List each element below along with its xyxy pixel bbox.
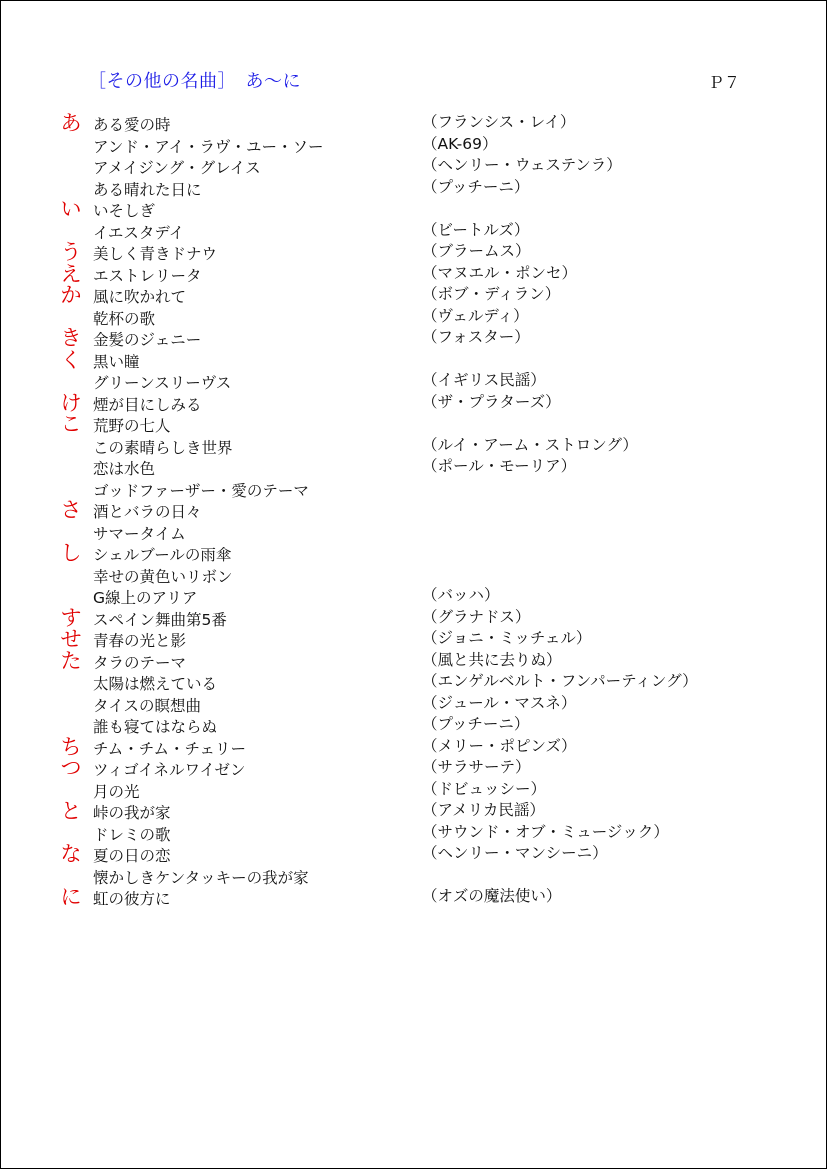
song-title: ゴッドファーザー・愛のテーマ [93, 481, 309, 500]
list-item [0, 179, 827, 201]
song-composer: （ボブ・ディラン） [422, 285, 561, 303]
song-title: ツィゴイネルワイゼン [93, 761, 246, 779]
page-number: Ｐ７ [708, 73, 741, 92]
list-item [0, 756, 827, 781]
kana-index-marker: す [60, 605, 82, 630]
list-item [0, 673, 827, 695]
list-item [0, 308, 827, 330]
song-title: 峠の我が家 [93, 804, 171, 822]
song-title: 太陽は燃えている [93, 675, 218, 693]
song-title: アメイジング・グレイス [93, 159, 261, 177]
song-title: スペイン舞曲第5番 [93, 610, 227, 629]
song-title: 黒い瞳 [93, 352, 140, 371]
song-composer: （ビートルズ） [422, 220, 530, 239]
song-title: アンド・アイ・ラヴ・ユー・ソー [93, 137, 324, 156]
song-title: エストレリータ [93, 266, 202, 285]
list-item [0, 587, 827, 609]
list-item [0, 261, 827, 287]
song-composer: （風と共に去りぬ） [422, 650, 562, 669]
list-item [0, 326, 827, 351]
list-item [0, 480, 827, 502]
kana-index-marker: た [60, 648, 82, 673]
song-title: ある晴れた日に [93, 180, 202, 199]
list-item [0, 867, 827, 889]
list-item [0, 799, 827, 824]
song-composer: （ジョニ・ミッチェル） [422, 629, 592, 647]
list-item [0, 136, 827, 158]
song-composer: （イギリス民謡） [422, 371, 546, 389]
song-composer: （メリー・ポピンズ） [422, 736, 577, 755]
song-composer: （ルイ・アーム・ストロング） [422, 435, 638, 454]
song-title: 誰も寝てはならぬ [93, 718, 218, 736]
list-item [0, 523, 827, 545]
song-composer: （バッハ） [422, 586, 500, 604]
song-title: 美しく青きドナウ [93, 245, 218, 263]
kana-index-marker: に [60, 885, 82, 909]
list-item [0, 458, 827, 480]
song-composer: （ザ・プラターズ） [422, 392, 561, 411]
list-item [0, 283, 827, 308]
kana-index-marker: な [60, 842, 82, 866]
song-composer: （フランシス・レイ） [422, 113, 576, 131]
song-composer: （ヘンリー・マンシーニ） [422, 844, 608, 862]
song-title: シェルブールの雨傘 [93, 546, 232, 564]
song-title: 幸せの黄色いリボン [93, 567, 233, 586]
list-item [0, 541, 827, 566]
song-composer: （ドビュッシー） [422, 779, 547, 798]
list-item [0, 157, 827, 179]
song-composer: （AK-69） [422, 134, 498, 153]
song-title: 金髪のジェニー [93, 331, 202, 349]
list-item [0, 605, 827, 631]
list-item [0, 240, 827, 265]
list-item [0, 734, 827, 760]
song-composer: （サウンド・オブ・ミュージック） [422, 822, 669, 841]
kana-index-marker: ち [60, 734, 82, 759]
song-title: サマータイム [93, 524, 186, 543]
list-item [0, 885, 827, 910]
song-composer: （ヴェルディ） [422, 306, 529, 325]
song-composer: （オズの魔法使い） [422, 887, 562, 905]
song-composer: （エンゲルベルト・フンパーティング） [422, 672, 698, 690]
song-title: 酒とバラの日々 [93, 503, 202, 521]
list-item [0, 222, 827, 244]
song-composer: （プッチーニ） [422, 177, 530, 196]
song-composer: （ポール・モーリア） [422, 457, 577, 475]
song-title: 乾杯の歌 [93, 309, 156, 328]
song-title: G線上のアリア [93, 589, 198, 607]
song-composer: （マヌエル・ポンセ） [422, 263, 578, 282]
list-item [0, 566, 827, 588]
song-title: いそしぎ [93, 202, 156, 220]
list-item [0, 648, 827, 674]
list-item [0, 824, 827, 846]
kana-index-marker: し [60, 541, 82, 565]
song-title: 懐かしきケンタッキーの我が家 [93, 868, 309, 887]
page-title: ［その他の名曲］ あ～に [88, 71, 301, 92]
song-title: チム・チム・チェリー [93, 739, 246, 758]
song-title: タイスの瞑想曲 [93, 696, 202, 715]
list-item [0, 437, 827, 459]
song-title: グリーンスリーヴス [93, 374, 232, 392]
list-item [0, 390, 827, 416]
song-composer: （ブラームス） [422, 242, 531, 260]
song-composer: （ジュール・マスネ） [422, 693, 577, 712]
list-item [0, 781, 827, 803]
kana-index-marker: け [60, 390, 82, 415]
song-title: 風に吹かれて [93, 288, 187, 306]
song-composer: （プッチーニ） [422, 715, 530, 733]
list-item [0, 716, 827, 738]
kana-index-marker: こ [60, 412, 82, 436]
list-item [0, 111, 827, 136]
kana-index-marker: か [60, 283, 82, 307]
song-composer: （グラナドス） [422, 607, 531, 626]
list-item [0, 695, 827, 717]
song-title: 月の光 [93, 782, 140, 801]
kana-index-marker: え [60, 261, 82, 286]
list-item [0, 412, 827, 437]
list-item [0, 627, 827, 652]
song-title: この素晴らしき世界 [93, 438, 233, 457]
kana-index-marker: く [60, 347, 82, 372]
list-item [0, 498, 827, 523]
kana-index-marker: と [60, 799, 82, 823]
song-title: ある愛の時 [93, 116, 171, 134]
list-item [0, 347, 827, 373]
song-composer: （フォスター） [422, 328, 530, 346]
list-item [0, 372, 827, 394]
song-composer: （サラサーテ） [422, 758, 531, 776]
song-title: ドレミの歌 [93, 825, 171, 844]
song-title: 煙が目にしみる [93, 395, 202, 414]
kana-index-marker: せ [60, 627, 82, 651]
song-composer: （ヘンリー・ウェステンラ） [422, 156, 622, 174]
song-list [0, 111, 827, 910]
kana-index-marker: さ [60, 498, 82, 522]
list-item [0, 197, 827, 222]
song-title: 虹の彼方に [93, 890, 171, 908]
list-item [0, 842, 827, 867]
song-title: 夏の日の恋 [93, 847, 171, 865]
song-composer: （アメリカ民謡） [422, 801, 545, 819]
song-title: 恋は水色 [93, 460, 156, 478]
song-title: タラのテーマ [93, 653, 187, 672]
kana-index-marker: う [60, 240, 82, 264]
song-title: イエスタデイ [93, 223, 185, 242]
kana-index-marker: き [60, 326, 82, 350]
kana-index-marker: あ [60, 111, 82, 135]
song-title: 荒野の七人 [93, 417, 171, 435]
kana-index-marker: つ [60, 756, 82, 780]
song-title: 青春の光と影 [93, 632, 187, 650]
kana-index-marker: い [60, 197, 82, 221]
